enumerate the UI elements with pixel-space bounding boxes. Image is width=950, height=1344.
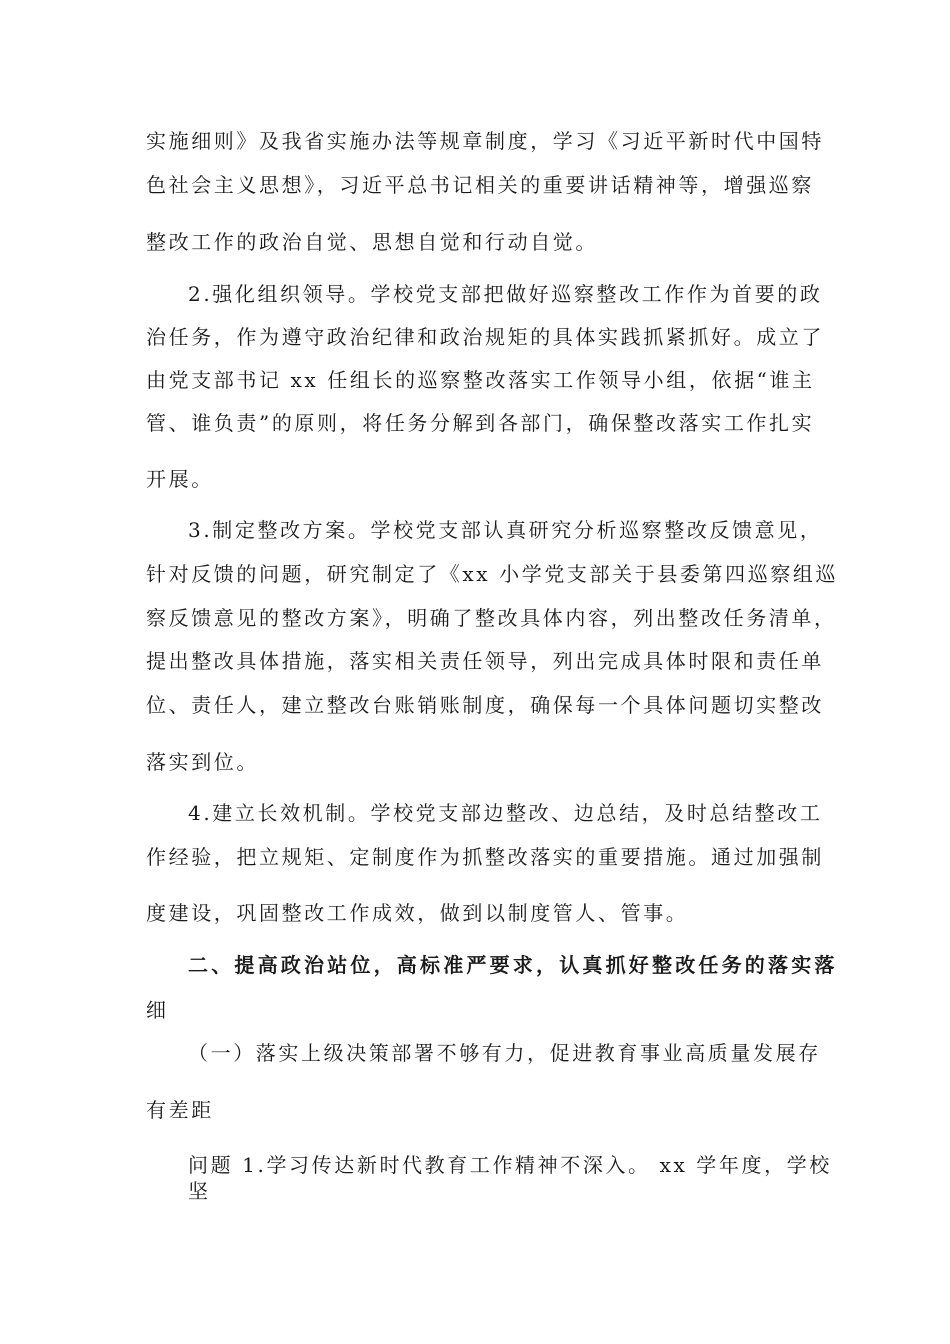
text-line: 4.建立长效机制。学校党支部边整改、边总结，及时总结整改工	[188, 801, 823, 825]
text-line: 实施细则》及我省实施办法等规章制度，学习《习近平新时代中国特	[146, 129, 824, 153]
text-line: 位、责任人，建立整改台账销账制度，确保每一个具体问题切实整改	[146, 693, 824, 717]
subheading-line: 有差距	[146, 1098, 214, 1122]
text-line: 色社会主义思想》，习近平总书记相关的重要讲话精神等，增强巡察	[146, 173, 814, 197]
text-line: 针对反馈的问题，研究制定了《xx 小学党支部关于县委第四巡察组巡	[146, 562, 839, 586]
text-line: 坚	[188, 1179, 211, 1203]
text-line: 3.制定整改方案。学校党支部认真研究分析巡察整改反馈意见，	[188, 518, 823, 542]
text-line: 整改工作的政治自觉、思想自觉和行动自觉。	[146, 230, 598, 254]
text-line: 治任务，作为遵守政治纪律和政治规矩的具体实践抓紧抓好。成立了	[146, 325, 824, 349]
text-line: 问题 1.学习传达新时代教育工作精神不深入。 xx 学年度，学校	[188, 1153, 832, 1177]
text-line: 开展。	[146, 467, 214, 491]
text-line: 2.强化组织领导。学校党支部把做好巡察整改工作作为首要的政	[188, 282, 823, 306]
heading-line: 二、提高政治站位，高标准严要求，认真抓好整改任务的落实落	[188, 953, 838, 977]
heading-line: 细	[146, 998, 169, 1022]
text-line: 察反馈意见的整改方案》，明确了整改具体内容，列出整改任务清单，	[146, 606, 837, 630]
text-line: 度建设，巩固整改工作成效，做到以制度管人、管事。	[146, 901, 689, 925]
text-line: 作经验，把立规矩、定制度作为抓整改落实的重要措施。通过加强制	[146, 845, 824, 869]
text-line: 提出整改具体措施，落实相关责任领导，列出完成具体时限和责任单	[146, 649, 824, 673]
text-line: 管、谁负责”的原则，将任务分解到各部门，确保整改落实工作扎实	[146, 411, 815, 435]
text-line: 落实到位。	[146, 750, 259, 774]
subheading-line: （一）落实上级决策部署不够有力，促进教育事业高质量发展存	[188, 1041, 821, 1065]
text-line: 由党支部书记 xx 任组长的巡察整改落实工作领导小组，依据“谁主	[146, 368, 815, 392]
